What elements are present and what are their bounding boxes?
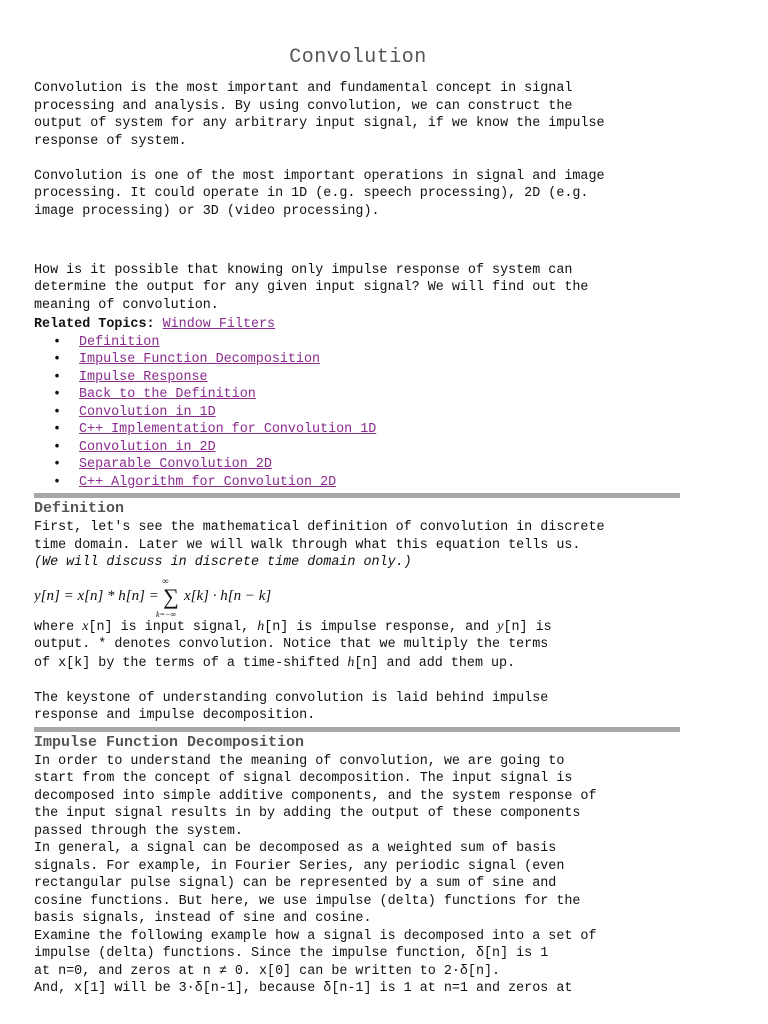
text-fragment: [n] is impulse response, and: [264, 619, 498, 635]
text-fragment: [n] is input signal,: [88, 619, 258, 635]
definition-paragraph-2: [34, 618, 682, 637]
related-topics: [34, 316, 682, 334]
intro-paragraph-1: Convolution is the most important and fundamental concept in signal processing and analysis. By using convolution, we can construct the output of system for any arbitrary input signal, if we know the impulse response of system.: [34, 81, 605, 149]
toc-link-back-to-definition[interactable]: Back to the Definition: [79, 387, 256, 402]
toc-link-cpp-convolution-1d[interactable]: C++ Implementation for Convolution 1D: [79, 422, 377, 437]
var-h: h: [347, 654, 355, 670]
equation-sum-lower: k=−∞: [156, 609, 177, 618]
section-divider: [34, 727, 680, 732]
toc-link-separable-convolution-2d[interactable]: Separable Convolution 2D: [79, 457, 272, 472]
article-content: [34, 44, 682, 998]
var-h: h: [257, 618, 265, 634]
toc-item: [79, 439, 682, 457]
equation-rhs: x[k] · h[n − k]: [184, 587, 272, 604]
intro-paragraph-2: Convolution is one of the most important operations in signal and image processing. It could operate in 1D (e.g. speech processing), 2D (e.g. image processing) or 3D (video processing).: [34, 168, 605, 219]
toc-link-convolution-2d[interactable]: Convolution in 2D: [79, 439, 216, 455]
section-divider: [34, 493, 680, 498]
decomposition-paragraph-2: In general, a signal can be decomposed as a weighted sum of basis signals. For example, in Fourier Series, any periodic signal (even rectangular pulse signal) can be represented by a sum of sine and cosine functions. But here, we use impulse (delta) functions for the basis signals, instead of sine and cosine.: [34, 841, 581, 926]
text-fragment: [n] is: [503, 619, 552, 635]
text-fragment: where: [34, 619, 83, 635]
definition-paragraph-2-line-2: output. * denotes convolution. Notice that we multiply the terms: [34, 637, 549, 652]
var-y: y: [497, 618, 504, 634]
page-title: Convolution: [289, 46, 427, 69]
definition-paragraph-2-line-3: [34, 654, 682, 673]
toc-link-definition[interactable]: Definition: [79, 334, 160, 350]
text-fragment: [n] and add them up.: [354, 655, 516, 671]
toc-link-impulse-response[interactable]: Impulse Response: [79, 369, 208, 385]
toc-item: [79, 386, 682, 404]
equation-lhs: y[n] = x[n] * h[n] =: [34, 587, 159, 604]
table-of-contents: [34, 334, 682, 492]
toc-item: [79, 369, 682, 387]
toc-link-impulse-function-decomposition[interactable]: Impulse Function Decomposition: [79, 352, 321, 367]
summation-sign: ∑: [163, 583, 179, 609]
related-topic-link-window-filters[interactable]: Window Filters: [162, 317, 276, 332]
toc-item: [79, 334, 682, 352]
definition-paragraph-1: First, let's see the mathematical definition of convolution in discrete time domain. Later we will walk through what this equation tells us.: [34, 520, 605, 553]
related-topics-label: Related Topics:: [34, 317, 155, 332]
toc-item: [79, 351, 682, 369]
toc-item: [79, 474, 682, 492]
decomposition-heading: Impulse Function Decomposition: [34, 733, 305, 751]
text-fragment: of x[k] by the terms of a time-shifted: [34, 655, 348, 671]
definition-paragraph-3: The keystone of understanding convolution is laid behind impulse response and impulse decomposition.: [34, 690, 549, 723]
toc-item: [79, 404, 682, 422]
definition-note: (We will discuss in discrete time domain only.): [34, 555, 412, 570]
intro-paragraph-3: How is it possible that knowing only impulse response of system can determine the output for any given input signal? We will find out the meaning of convolution.: [34, 262, 589, 313]
var-x: x: [82, 618, 89, 634]
decomposition-paragraph-3: Examine the following example how a signal is decomposed into a set of impulse (delta) functions. Since the impulse function, δ[n] is 1 at n=0, and zeros at n ≠ 0. x[0] can be written to 2·δ[n]. And, x[1] will be 3·δ[n-1], because δ[n-1] is 1 at n=1 and zeros at: [34, 928, 597, 996]
toc-link-convolution-1d[interactable]: Convolution in 1D: [79, 404, 216, 420]
definition-heading: Definition: [34, 500, 125, 517]
decomposition-paragraph-1: In order to understand the meaning of convolution, we are going to start from the concept of signal decomposition. The input signal is decomposed into simple additive components, and the system response of the input signal results in by adding the output of these components passed through the system.: [34, 753, 597, 839]
toc-link-cpp-convolution-2d[interactable]: C++ Algorithm for Convolution 2D: [79, 474, 337, 490]
toc-item: [79, 456, 682, 474]
equation-sum-upper: ∞: [162, 575, 169, 586]
toc-item: [79, 421, 682, 439]
equation-graphic: [34, 572, 294, 618]
convolution-equation: [34, 572, 682, 618]
